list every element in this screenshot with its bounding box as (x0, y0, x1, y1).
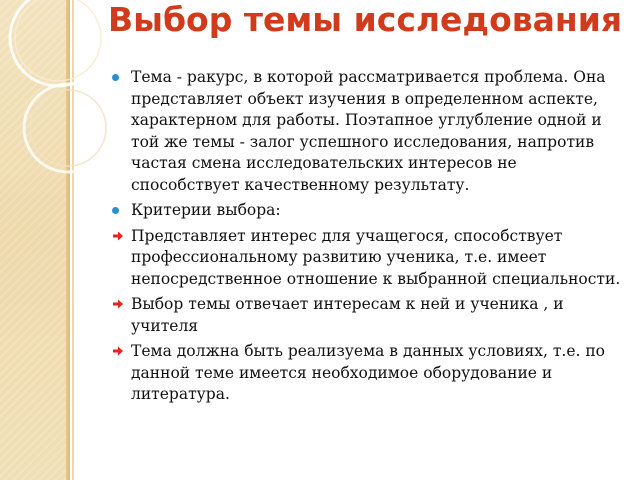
bullet-text: Критерии выбора: (131, 201, 281, 219)
bullet-dot-icon (112, 207, 119, 214)
bullet-arrow-icon (112, 345, 124, 357)
bullet-item (112, 226, 624, 291)
decorative-circle-large-inner (15, 0, 101, 81)
bullet-text: Выбор темы отвечает интересам к ней и ученика , и учителя (131, 295, 564, 335)
bullet-text: Тема должна быть реализуема в данных условиях, т.е. по данной теме имеется необходимое оборудование и литература. (131, 342, 606, 403)
decorative-circle-small (24, 84, 112, 172)
decorative-circle-large (10, 0, 106, 86)
bullet-dot-icon (112, 74, 119, 81)
bullet-arrow-icon (112, 298, 124, 310)
bullet-item (112, 294, 624, 337)
bullet-item (112, 200, 624, 222)
bullet-arrow-icon (112, 230, 124, 242)
bullet-text: Тема - ракурс, в которой рассматривается проблема. Она представляет объект изучения в определенном аспекте, характерном для работы. Поэтапное углубление одной и той же темы - залог успешного исследования, напротив частая смена исследовательских интересов не способствует качественному результату. (131, 68, 606, 194)
decorative-circle-small-inner (30, 90, 106, 166)
slide-title: Выбор темы исследования (108, 0, 623, 39)
bullet-text: Представляет интерес для учащегося, способствует профессиональному развитию ученика, т.е. имеет непосредственное отношение к выбранной специальности. (131, 226, 621, 288)
bullet-item (112, 341, 624, 406)
bullet-item (112, 67, 624, 196)
bullet-list (112, 67, 624, 410)
